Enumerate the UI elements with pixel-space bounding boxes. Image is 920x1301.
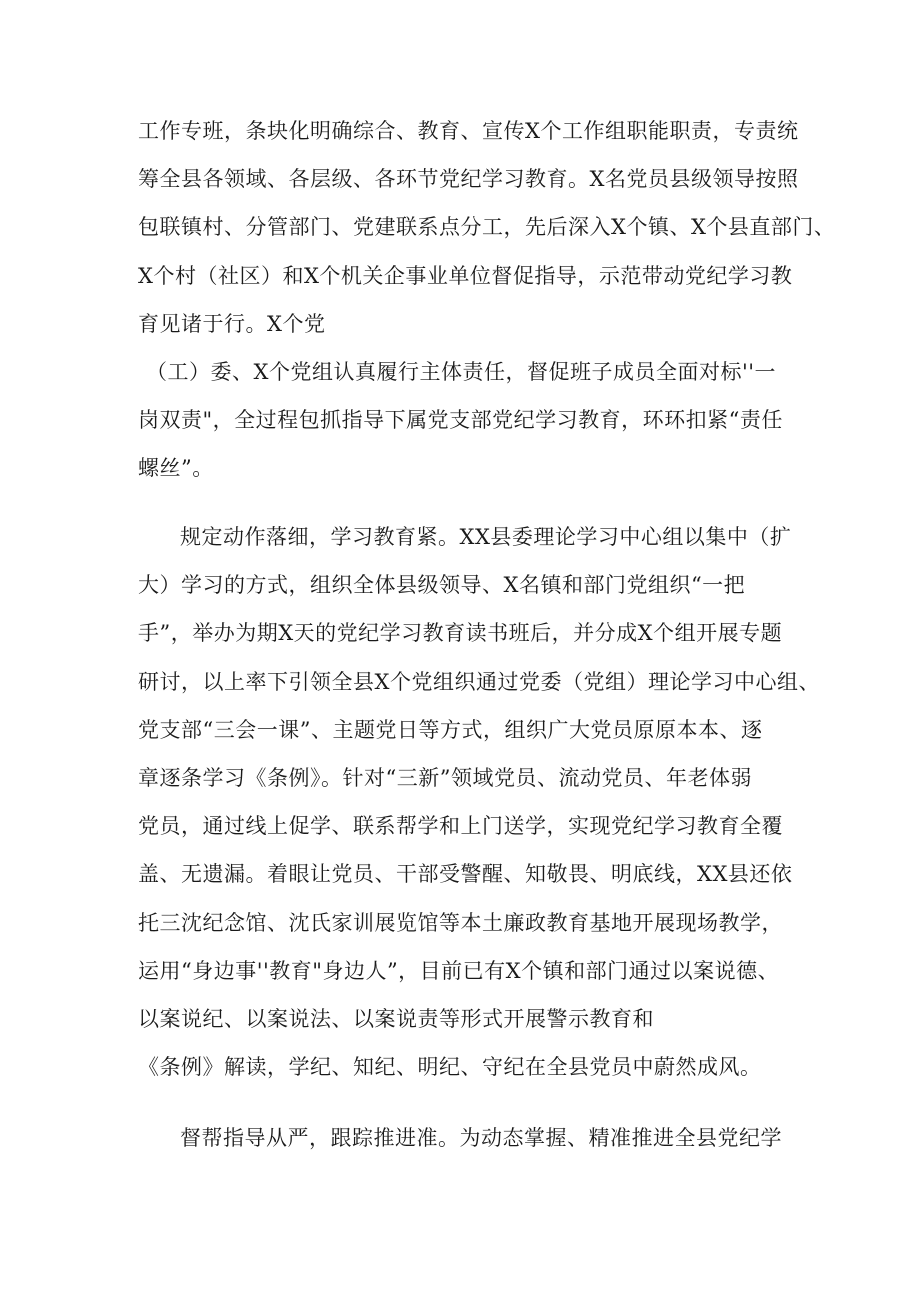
paragraph-3-line-7: 党员，通过线上促学、联系帮学和上门送学，实现党纪学习教育全覆: [138, 814, 783, 838]
paragraph-1-line-5: 育见诸于行。X个党: [138, 312, 326, 336]
paragraph-3-line-6: 章逐条学习《条例》。针对“三新”领域党员、流动党员、年老体弱: [138, 766, 752, 790]
paragraph-1-line-4: X个村（社区）和X个机关企事业单位督促指导，示范带动党纪学习教: [138, 264, 793, 288]
paragraph-1-line-1: 工作专班，条块化明确综合、教育、宣传X个工作组职能职责，专责统: [138, 119, 799, 143]
paragraph-1-line-3: 包联镇村、分管部门、党建联系点分工，先后深入X个镇、X个县直部门、: [138, 215, 836, 239]
paragraph-2-line-2: 岗双责"，全过程包抓指导下属党支部党纪学习教育，环环扣紧“责任: [138, 408, 783, 432]
paragraph-1-line-2: 筹全县各领域、各层级、各环节党纪学习教育。X名党员县级领导按照: [138, 167, 799, 191]
paragraph-3-line-2: 大）学习的方式，组织全体县级领导、X名镇和部门党组织“一把: [138, 573, 746, 597]
paragraph-3-line-8: 盖、无遗漏。着眼让党员、干部受警醒、知敬畏、明底线，XX县还依: [138, 862, 793, 886]
paragraph-3-line-12: 《条例》解读，学纪、知纪、明纪、守纪在全县党员中蔚然成风。: [138, 1055, 762, 1079]
paragraph-3-line-10: 运用“身边事''教育"身边人”，目前已有X个镇和部门通过以案说德、: [138, 959, 780, 983]
paragraph-4-line-1: 督帮指导从严，跟踪推进准。为动态掌握、精准推进全县党纪学: [180, 1126, 782, 1150]
paragraph-3-line-3: 手”，举办为期X天的党纪学习教育读书班后，并分成X个组开展专题: [138, 621, 783, 645]
paragraph-3-line-5: 党支部“三会一课”、主题党日等方式，组织广大党员原原本本、逐: [138, 718, 763, 742]
paragraph-3-line-9: 托三沈纪念馆、沈氏家训展览馆等本土廉政教育基地开展现场教学，: [138, 911, 783, 935]
paragraph-2-line-1: （工）委、X个党组认真履行主体责任，督促班子成员全面对标''一: [146, 360, 776, 384]
paragraph-3-line-4: 研讨，以上率下引领全县X个党组织通过党委（党组）理论学习中心组、: [138, 670, 820, 694]
paragraph-3-line-1: 规定动作落细，学习教育紧。XX县委理论学习中心组以集中（扩: [180, 525, 792, 549]
paragraph-3-line-11: 以案说纪、以案说法、以案说责等形式开展警示教育和: [138, 1007, 654, 1031]
paragraph-2-line-3: 螺丝”。: [138, 456, 214, 480]
